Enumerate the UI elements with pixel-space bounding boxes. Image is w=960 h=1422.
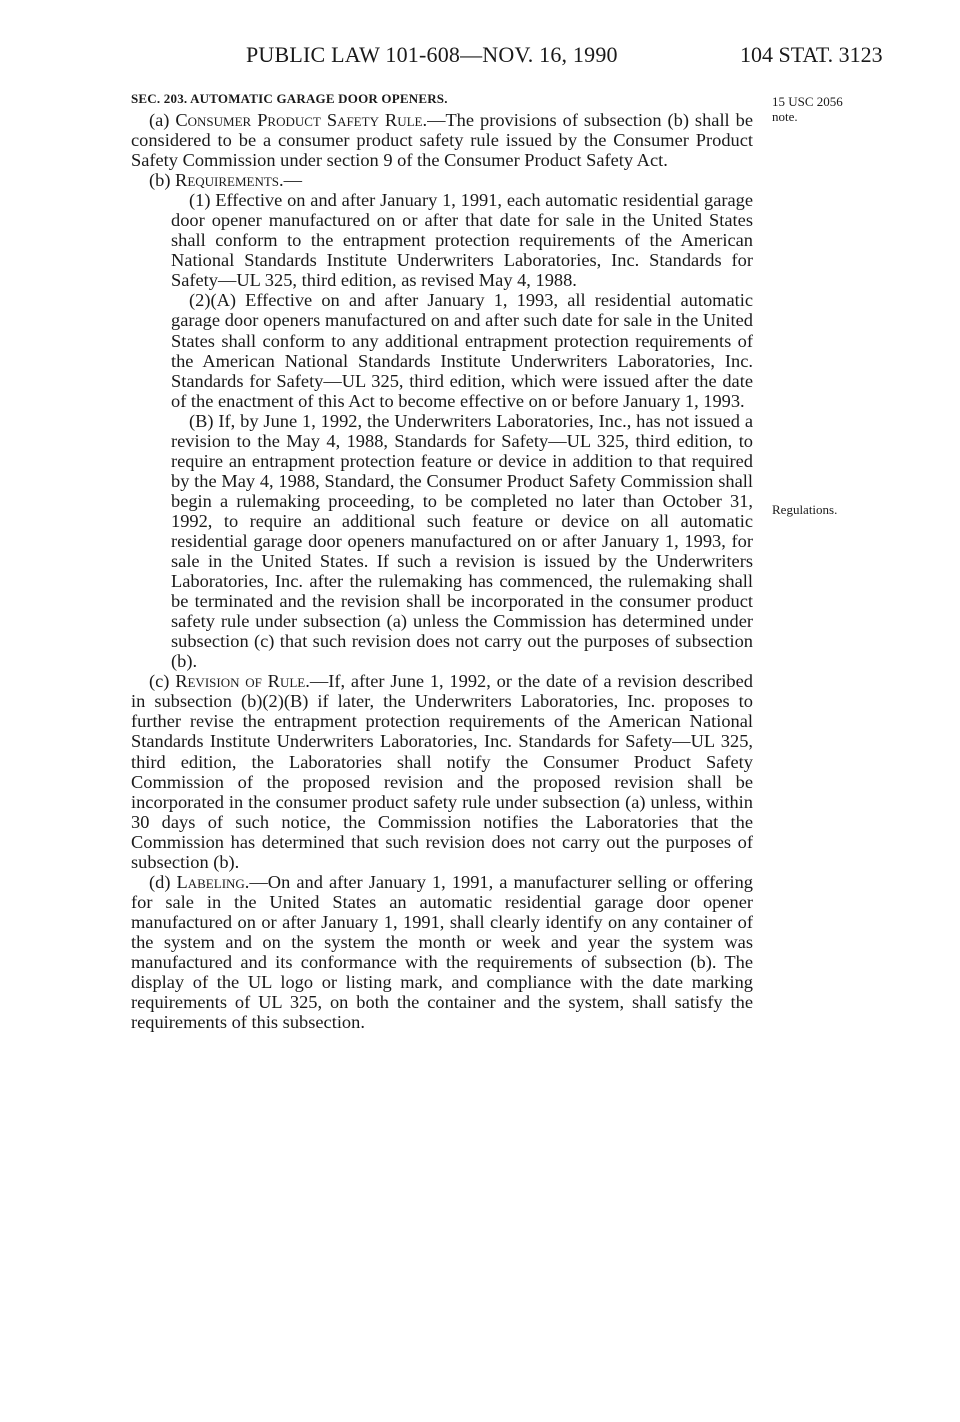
paragraph-b-2a: (2)(A) Effective on and after January 1, 1993, all residential automatic garage door openers manufactured on and after such date for sale in the United States shall conform to any additional entrapment protection requirements of the American National Standards Institute Underwriters Laboratories, Inc. Standards for Safety—UL 325, third edition, which were issued after the date of the enactment of this Act to become effective on or before January 1, 1993. (171, 290, 753, 411)
subsection-d-text: —On and after January 1, 1991, a manufacturer selling or offering for sale in the United States an automatic residential garage door opener manufactured on or after January 1, 1991, shall clearly identify on any container of the system and on the system the month or week and year the system was manufactured and its conformance with the requirements of subsection (b). The display of the UL logo or listing mark, and compliance with the date marking requirements of UL 325, on both the container and the system, shall satisfy the requirements of this subsection. (131, 871, 753, 1033)
subsection-a-caption: Consumer Product Safety Rule. (175, 110, 428, 130)
subsection-b-caption: Requirements. (175, 170, 284, 191)
paragraph-b-2b: (B) If, by June 1, 1992, the Underwriters Laboratories, Inc., has not issued a revision to the May 4, 1988, Standards for Safety—UL 325, third edition, to require an entrapment protection feature or device in addition to that required by the May 4, 1988, Standard, the Consumer Product Safety Commission shall begin a rulemaking proceeding, to be completed no later than October 31, 1992, to require an additional such feature or device on all automatic residential garage door openers manufactured on or after January 1, 1993, for sale in the United States. If such a revision is issued by the Underwriters Laboratories, Inc. after the rulemaking has commenced, the rulemaking shall be terminated and the revision shall be incorporated in the consumer product safety rule under subsection (a) unless the Commission has determined under subsection (c) that such revision does not carry out the purposes of subsection (b). (171, 410, 753, 672)
subsection-a-label: (a) (149, 110, 176, 130)
subsection-d-caption: Labeling. (176, 871, 250, 892)
subsection-c-label: (c) (149, 671, 176, 692)
stat-citation: 104 STAT. 3123 (740, 42, 883, 67)
margin-note-usc-note: note. (772, 109, 798, 124)
subsection-a (131, 110, 753, 170)
margin-note-regulations: Regulations. (772, 502, 838, 517)
margin-note-usc-citation: 15 USC 2056 (772, 94, 843, 109)
section-body (131, 88, 753, 1032)
subsection-d-label: (d) (149, 871, 177, 892)
subsection-d (131, 872, 753, 1032)
margin-note-usc (772, 94, 843, 124)
subsection-c-caption: Revision of Rule. (175, 671, 310, 692)
subsection-c (131, 671, 753, 871)
subsection-b-text: — (283, 170, 303, 191)
subsection-c-text: —If, after June 1, 1992, or the date of a revision described in subsection (b)(2)(B) if later, the Underwriters Laboratories, Inc. proposes to further revise the entrapment protection requirements of the American National Standards Institute Underwriters Laboratories, Inc. Standards for Safety—UL 325, third edition, the Laboratories shall notify the Consumer Product Safety Commission of the proposed revision and the proposed revision shall be incorporated in the consumer product safety rule under subsection (a) unless, within 30 days of such notice, the Commission notifies the Laboratories that the Commission has determined that such revision does not carry out the purposes of subsection (b). (131, 671, 753, 872)
running-title: PUBLIC LAW 101-608—NOV. 16, 1990 (246, 42, 618, 67)
subsection-b (131, 170, 753, 190)
paragraph-b-1: (1) Effective on and after January 1, 1991, each automatic residential garage door opener manufactured on or after that date for sale in the United States shall conform to the entrapment protection requirements of the American National Standards Institute Underwriters Laboratories, Inc. Standards for Safety—UL 325, third edition, as revised May 4, 1988. (171, 190, 753, 291)
subsection-a-text: —The provisions of subsection (b) shall be considered to be a consumer product safety rule issued by the Consumer Product Safety Commission under section 9 of the Consumer Product Safety Act. (131, 110, 753, 171)
section-heading: SEC. 203. AUTOMATIC GARAGE DOOR OPENERS. (131, 91, 448, 106)
subsection-b-label: (b) (149, 170, 176, 191)
